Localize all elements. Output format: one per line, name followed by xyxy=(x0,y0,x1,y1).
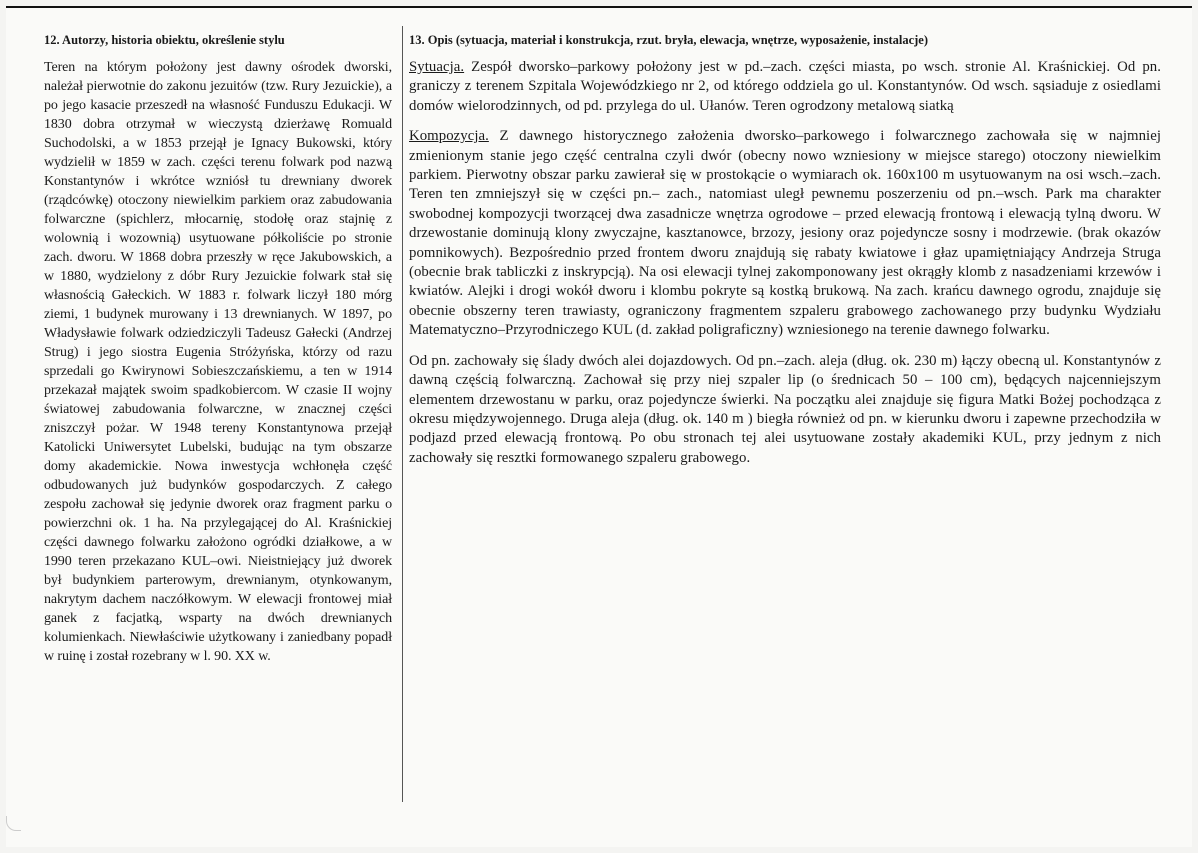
situation-paragraph xyxy=(409,58,1161,116)
history-heading: 12. Autorzy, historia obiektu, określenie stylu xyxy=(44,33,285,47)
history-text: Teren na którym położony jest dawny ośrodek dworski, należał pierwotnie do zakonu jezuitów (tzw. Rury Jezuickie), a po jego kasacie przeszedł na własność Funduszu Edukacji. W 1830 dobra otrzymał w wieczystą dzierżawę Romuald Suchodolski, a w 1853 przejął je Ignacy Bukowski, który wydzielił w 1859 w zach. części terenu folwark pod nazwą Konstantynów i wkrótce wzniósł tu drewniany dworek (rządcówkę) otoczony niewielkim parkiem oraz zabudowania folwarczne (spichlerz, młocarnię, stodołę oraz stajnię z wolownią i wozownią) usytuowane półkoliście po stronie zach. dworu. W 1868 dobra przeszły w ręce Jakubowskich, a w 1880, wydzielony z dóbr Rury Jezuickie folwark stał się własnością Gałeckich. W 1883 r. folwark liczył 180 mórg ziemi, 1 budynek murowany i 13 drewnianych. W 1897, po Władysławie folwark odziedziczyli Tadeusz Gałecki (Andrzej Strug) i jego siostra Eugenia Stróżyńska, którzy od razu sprzedali go Kwirynowi Sobieszczańskiemu, a ten w 1914 przekazał majątek swoim spadkobiercom. W czasie II wojny światowej zabudowania folwarczne, w znacznej części zniszczył pożar. W 1948 tereny Konstantynowa przejął Katolicki Uniwersytet Lubelski, budując na tym obszarze domy akademickie. Nowa inwestycja wchłonęła część odbudowanych już budynków gospodarczych. Z całego zespołu zachował się jedynie dworek oraz fragment parku o powierzchni ok. 1 ha. Na przylegającej do Al. Kraśnickiej części dawnego folwarku założono ogródki działkowe, a w 1990 teren przekazano KUL–owi. Nieistniejący już dworek był budynkiem parterowym, drewnianym, otynkowanym, nakrytym dachem naczółkowym. W elewacji frontowej miał ganek z facjatką, wsparty na dwóch drewnianych kolumienkach. Niewłaściwie użytkowany i zaniedbany popadł w ruinę i został rozebrany w l. 90. XX w. xyxy=(44,60,392,664)
composition-label: Kompozycja. xyxy=(409,128,489,145)
situation-text: Zespół dworsko–parkowy położony jest w pd.–zach. części miasta, po wsch. stronie Al. Kraśnickiej. Od pn. graniczy z terenem Szpitala Wojewódzkiego nr 2, od którego oddziela go ul. Konstantynów. Od wsch. sąsiaduje z osiedlami domów wielorodzinnych, od pd. przylega do ul. Ułanów. Teren ogrodzony metalową siatką xyxy=(409,59,1161,114)
top-border-line xyxy=(6,6,1192,8)
composition-paragraph xyxy=(409,127,1161,340)
description-heading: 13. Opis (sytuacja, materiał i konstrukcja, rzut. bryła, elewacja, wnętrze, wyposażenie, instalacje) xyxy=(409,33,929,47)
situation-label: Sytuacja. xyxy=(409,59,465,75)
description-column xyxy=(409,32,1161,479)
column-divider xyxy=(402,26,403,802)
history-column xyxy=(44,32,392,666)
alleys-paragraph: Od pn. zachowały się ślady dwóch alei dojazdowych. Od pn.–zach. aleja (dług. ok. 230 m) łączy obecną ul. Konstantynów z dawną częścią folwarczną. Zachował się przy niej szpaler lip (o średnicach 50 – 100 cm), będących najcenniejszym elementem drzewostanu w parku, oraz pojedyncze świerki. Na początku alei znajduje się figura Matki Bożej pochodząca z okresu międzywojennego. Druga aleja (dług. ok. 140 m ) biegła również od pn. w kierunku dworu i zapewne przechodziła w podjazd przed elewacją frontową. Po obu stronach tej alei usytuowane zostały akademiki KUL, przy jednym z nich zachowały się resztki formowanego szpaleru grabowego. xyxy=(409,352,1161,466)
composition-text: Z dawnego historycznego założenia dworsko–parkowego i folwarcznego zachowała się w najmniej zmienionym stanie jego część centralna czyli dwór (obecny nowo wzniesiony w miejsce starego) otoczony niewielkim parkiem. Pierwotny obszar parku zawierał się w prostokącie o wymiarach ok. 160x100 m usytuowanym na osi wsch.–zach. Teren ten zmniejszył się w części pn.– zach., natomiast uległ pewnemu poszerzeniu od pn.–wsch. Park ma charakter swobodnej kompozycji tworzącej dwa zasadnicze wnętrza ogrodowe – przed elewacją frontową i elewacją tylną dworu. W drzewostanie dominują klony zwyczajne, kasztanowce, brzozy, jesiony oraz pojedyncze sosny i modrzewie. (brak okazów pomnikowych). Bezpośrednio przed frontem dworu znajdują się rabaty kwiatowe i głaz upamiętniający Andrzeja Struga (obecnie brak tabliczki z inskrypcją). Na osi elewacji tylnej zakomponowany jest okrągły klomb z nasadzeniami krzewów i kwiatów. Alejki i drogi wokół dworu i klombu pokryte są kostką brukową. Na zach. krańcu dawnego ogrodu, znajduje się obecnie obszerny teren trawiasty, ograniczony fragmentem szpaleru grabowego zachowanego przy budynku Wydziału Matematyczno–Przyrodniczego KUL (d. zakład poligraficzny) wzniesionego na terenie dawnego folwarku. xyxy=(409,128,1161,339)
